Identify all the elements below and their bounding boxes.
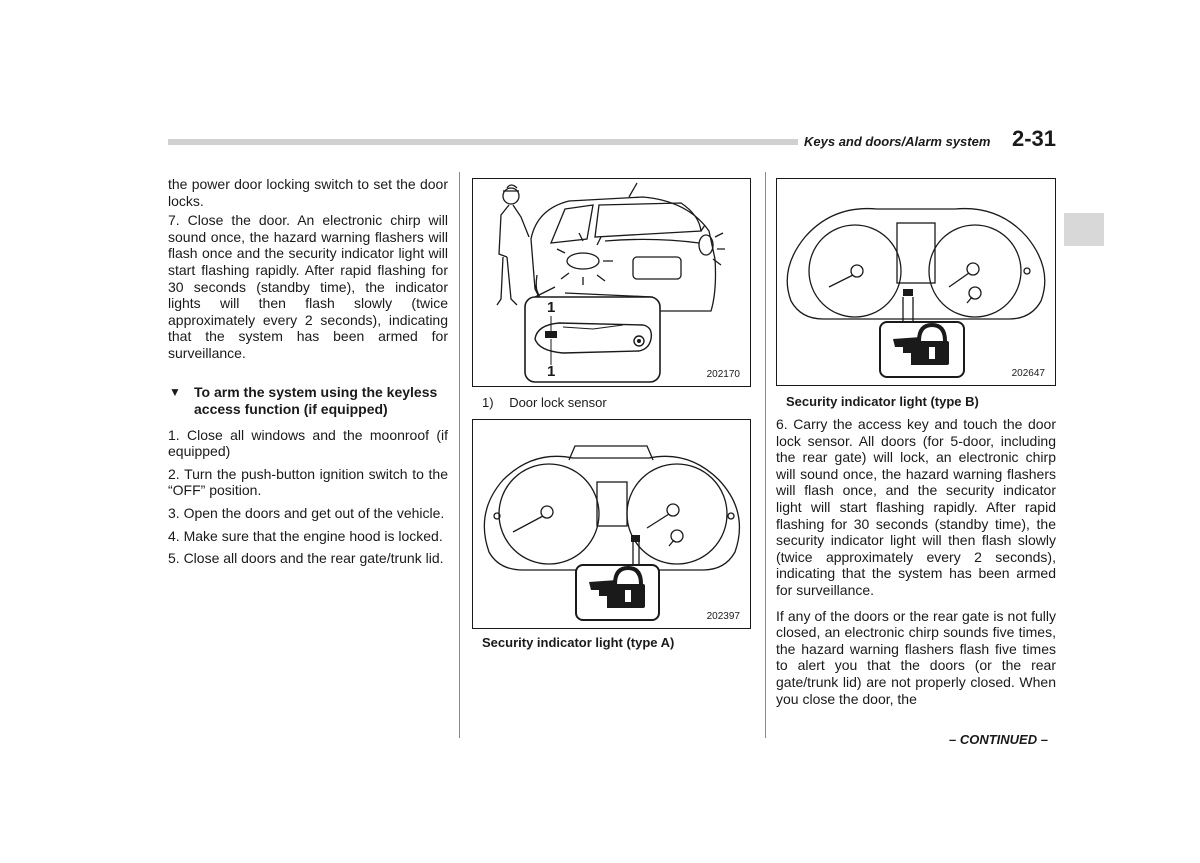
continued-marker: – CONTINUED –	[949, 732, 1048, 747]
keyless-arm-heading	[168, 384, 448, 418]
callout-number-bottom: 1	[547, 363, 556, 380]
step-3: 3. Open the doors and get out of the vehicle.	[168, 504, 445, 521]
page-number: 2-31	[1012, 126, 1057, 151]
not-closed-paragraph: If any of the doors or the rear gate is not fully closed, an electronic chirp sounds five times, the hazard warning flashers flash five times to alert you that the doors (or the rear gate/trunk lid) are not properly closed. When you close the door, the	[776, 607, 1056, 707]
step-7-paragraph: 7. Close the door. An electronic chirp will sound once, the hazard warning flashers will flash once and the security indicator light will start flashing rapidly. After rapid flashing for 30 seconds (standby time), the indicator lights will then flash slowly (twice approximately every 2 seconds), indicating that the system has been armed for surveillance.	[168, 212, 448, 361]
figure2-caption: Security indicator light (type A)	[482, 635, 675, 650]
column-divider-right	[765, 172, 766, 738]
section-title: Keys and doors/Alarm system	[804, 134, 991, 149]
right-column	[776, 416, 1056, 710]
callout-number-top: 1	[547, 299, 556, 316]
instrument-cluster-illustration	[777, 179, 1055, 385]
triangle-bullet-icon: ▼	[169, 384, 181, 399]
indicator-type-a-figure	[472, 419, 751, 629]
heading-text: To arm the system using the keyless access function (if equipped)	[194, 383, 438, 417]
figure-code: 202170	[706, 369, 740, 380]
caption-text: Door lock sensor	[509, 395, 607, 410]
intro-paragraph: the power door locking switch to set the door locks.	[168, 176, 448, 209]
indicator-type-b-figure	[776, 178, 1056, 386]
step-5: 5. Close all doors and the rear gate/trunk lid.	[168, 550, 444, 567]
column-divider-left	[459, 172, 460, 738]
instrument-cluster-illustration	[473, 420, 750, 628]
figure-code: 202397	[706, 611, 740, 622]
left-column	[168, 176, 448, 570]
step-1: 1. Close all windows and the moonroof (if equipped)	[168, 426, 448, 460]
figure3-caption: Security indicator light (type B)	[786, 394, 979, 409]
caption-number: 1)	[482, 395, 494, 410]
car-rear-illustration	[473, 179, 750, 386]
figure-code: 202647	[1011, 368, 1045, 379]
header-rule	[168, 139, 798, 145]
figure1-caption	[482, 395, 607, 410]
door-lock-sensor-figure	[472, 178, 751, 387]
step-2: 2. Turn the push-button ignition switch to the “OFF” position.	[168, 465, 448, 499]
chapter-tab	[1064, 213, 1104, 246]
step-4: 4. Make sure that the engine hood is locked.	[168, 527, 443, 544]
step-6-paragraph: 6. Carry the access key and touch the door lock sensor. All doors (for 5-door, including the rear gate) will lock, an electronic chirp will sound once, the hazard warning flashers will flash once, and the security indicator light will start flashing rapidly. After rapid flashing for 30 seconds (standby time), the security indicator light will then flash slowly (twice approximately every 2 seconds), indicating that the system has been armed for surveillance.	[776, 416, 1056, 598]
